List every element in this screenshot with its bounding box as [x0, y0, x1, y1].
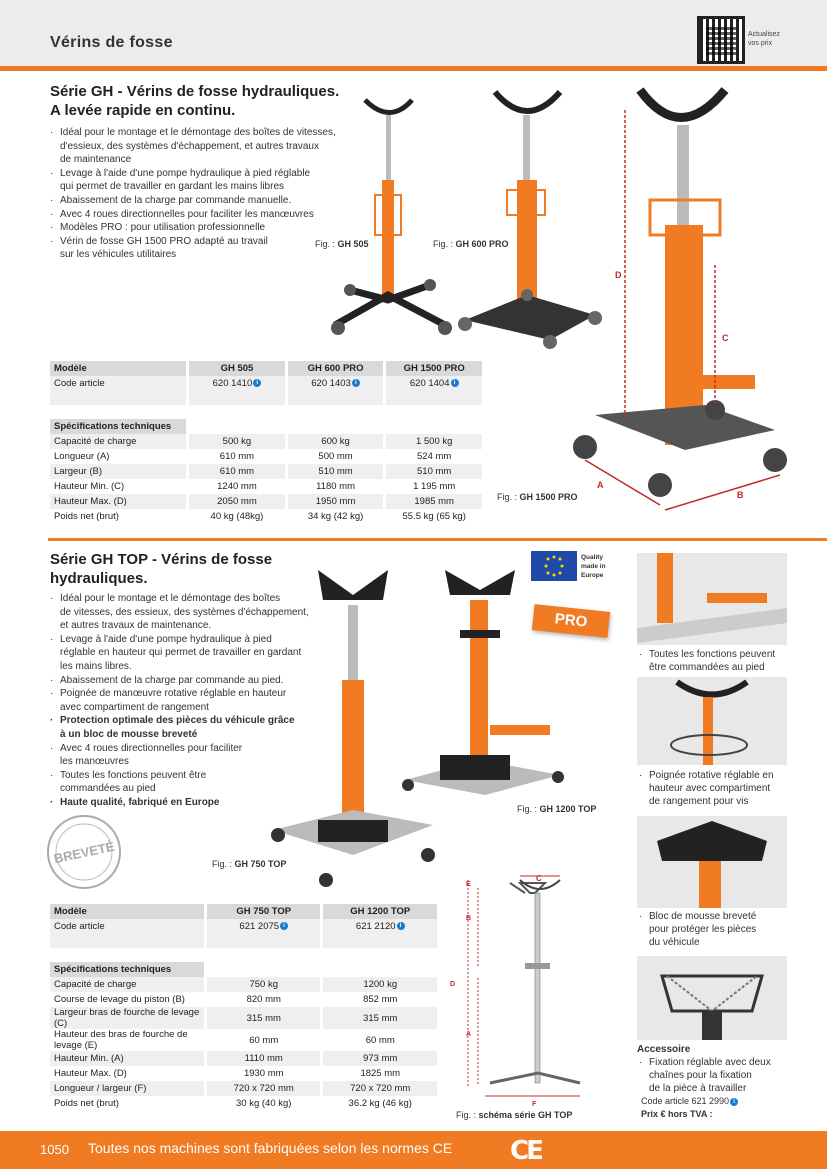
bullet-item: · Avec 4 roues directionnelles pour faciliter les manœuvres: [48, 742, 338, 769]
table-cell: 1825 mm: [322, 1066, 439, 1081]
section1-title: [50, 82, 339, 120]
table-row: [50, 479, 484, 494]
table-cell: 524 mm: [385, 449, 484, 464]
spec-table-gh-top: [50, 904, 440, 1111]
info-icon: i: [397, 922, 405, 930]
bullet-item: · Toutes les fonctions peuvent être commandées au pied: [48, 769, 338, 796]
table-head-cell: GH 600 PRO: [286, 361, 385, 376]
photo-foot-controls: [637, 553, 787, 645]
schema-label-c: C: [536, 874, 542, 883]
table-blank-row: [50, 934, 439, 948]
bullet-item: · Idéal pour le montage et le démontage des boîtes de vitesses, d'essieux, des systèmes d'échappement, et autres travaux de maintenance: [48, 126, 368, 167]
table-subheader-cell: Spécifications techniques: [50, 962, 206, 977]
table-cell: 510 mm: [286, 464, 385, 479]
photo-rotating-handle: [637, 677, 787, 765]
pro-badge: PRO: [532, 604, 610, 638]
section1-title-line1: Série GH - Vérins de fosse hydrauliques.: [50, 83, 340, 100]
table-cell: 2050 mm: [188, 494, 287, 509]
table-cell: 600 kg: [286, 434, 385, 449]
table-head-cell: GH 1200 TOP: [322, 904, 439, 919]
fig-gh600-caption: Fig. : GH 600 PRO: [433, 239, 509, 249]
spec-table-gh: [50, 361, 485, 524]
table-row: [50, 1007, 439, 1029]
table-cell: Hauteur Max. (D): [50, 1066, 206, 1081]
fig-gh1200-caption: Fig. : GH 1200 TOP: [517, 804, 597, 814]
section2-title: [50, 550, 272, 588]
qr-label-line: vos prix: [748, 40, 773, 47]
table-cell: Hauteur des bras de fourche de levage (E): [50, 1029, 206, 1051]
table-cell: 720 x 720 mm: [206, 1081, 322, 1096]
table-cell: 1930 mm: [206, 1066, 322, 1081]
table-cell: 1110 mm: [206, 1051, 322, 1066]
table-row: [50, 992, 439, 1007]
bullet-item: · Abaissement de la charge par commande au pied.: [48, 674, 338, 688]
table-cell: 820 mm: [206, 992, 322, 1007]
table-cell: 610 mm: [188, 449, 287, 464]
table-cell: 621 2120 i: [322, 919, 439, 934]
table-row: [50, 1051, 439, 1066]
table-row: [50, 464, 484, 479]
table-cell: 1200 kg: [322, 977, 439, 992]
table-head-cell: Modèle: [50, 361, 188, 376]
table-cell: 610 mm: [188, 464, 287, 479]
page-title: Vérins de fosse: [50, 34, 173, 51]
table-cell: 315 mm: [322, 1007, 439, 1029]
section2-title-line1: Série GH TOP - Vérins de fosse: [50, 551, 273, 568]
eu-quality-label: Quality made in Europe: [581, 554, 606, 579]
dim-label-a: A: [597, 480, 604, 490]
table-cell: Capacité de charge: [50, 977, 206, 992]
table-row: [50, 449, 484, 464]
table-head-cell: GH 505: [188, 361, 287, 376]
info-icon: i: [451, 379, 459, 387]
table-cell: 1 195 mm: [385, 479, 484, 494]
table-row: [50, 434, 484, 449]
table-cell: 315 mm: [206, 1007, 322, 1029]
table-cell: Largeur bras de fourche de levage (C): [50, 1007, 206, 1029]
table-cell: Hauteur Min. (A): [50, 1051, 206, 1066]
table-row: [50, 977, 439, 992]
page-number: 1050: [40, 1142, 69, 1157]
table-cell: Hauteur Min. (C): [50, 479, 188, 494]
table-cell: 852 mm: [322, 992, 439, 1007]
table-cell: Largeur (B): [50, 464, 188, 479]
schema-label-d: D: [450, 981, 456, 988]
gh750-image: [268, 555, 443, 895]
table-row: [50, 1081, 439, 1096]
table-row: [50, 494, 484, 509]
info-icon: i: [253, 379, 261, 387]
bullet-item: · Idéal pour le montage et le démontage des boîtes de vitesses, des essieux, des systèmes d'échappement, et autres travaux de maintenance.: [48, 592, 338, 633]
table-cell: 1180 mm: [286, 479, 385, 494]
table-cell: 60 mm: [206, 1029, 322, 1051]
bullet-item: · Modèles PRO : pour utilisation professionnelle: [48, 221, 368, 235]
table-cell: 620 1410 i: [188, 376, 287, 391]
table-row: [50, 1096, 439, 1111]
table-cell: 1 500 kg: [385, 434, 484, 449]
qr-label: [748, 30, 780, 48]
table-row: [50, 509, 484, 524]
table-subheader-cell: Spécifications techniques: [50, 419, 188, 434]
fig-gh505-caption: Fig. : GH 505: [315, 239, 369, 249]
table-cell: Hauteur Max. (D): [50, 494, 188, 509]
table-cell: 1240 mm: [188, 479, 287, 494]
table-row: [50, 1066, 439, 1081]
qr-label-line: Actualisez: [748, 31, 780, 38]
photo-chain-fixture: [637, 956, 787, 1040]
table-cell: 621 2075 i: [206, 919, 322, 934]
table-header-row: [50, 904, 439, 919]
table-cell: 30 kg (40 kg): [206, 1096, 322, 1111]
table-cell: 500 kg: [188, 434, 287, 449]
schema-image: [450, 868, 590, 1108]
table-cell: 36.2 kg (46 kg): [322, 1096, 439, 1111]
dim-label-c: C: [722, 333, 729, 343]
bullet-item: · Vérin de fosse GH 1500 PRO adapté au travail sur les véhicules utilitaires: [48, 235, 368, 262]
info-icon: i: [352, 379, 360, 387]
section2-title-line2: hydrauliques.: [50, 570, 148, 587]
bullet-item: · Avec 4 roues directionnelles pour faciliter les manœuvres: [48, 208, 368, 222]
schema-label-a: A: [466, 1031, 472, 1038]
section-separator: [48, 538, 827, 541]
accessory-title: Accessoire: [637, 1044, 691, 1055]
table-row: [50, 376, 484, 391]
info-icon: i: [730, 1098, 738, 1106]
bullet-item: · Protection optimale des pièces du véhicule grâce à un bloc de mousse breveté: [48, 714, 338, 741]
table-cell: 620 1404 i: [385, 376, 484, 391]
dim-label-d: D: [615, 270, 622, 280]
patent-stamp-icon: [44, 812, 124, 892]
dim-label-b: B: [737, 490, 744, 500]
table-cell: 510 mm: [385, 464, 484, 479]
table-row: [50, 1029, 439, 1051]
table-cell: 60 mm: [322, 1029, 439, 1051]
table-subheader-row: [50, 962, 439, 977]
table-cell: 500 mm: [286, 449, 385, 464]
table-blank-row: [50, 391, 484, 405]
table-subheader-row: [50, 419, 484, 434]
table-head-cell: GH 1500 PRO: [385, 361, 484, 376]
schema-label-e: E: [466, 881, 471, 888]
info-icon: i: [280, 922, 288, 930]
schema-label-b: B: [466, 915, 472, 922]
table-cell: Longueur (A): [50, 449, 188, 464]
fig-gh750-caption: Fig. : GH 750 TOP: [212, 859, 287, 869]
table-cell: 750 kg: [206, 977, 322, 992]
table-cell: 40 kg (48kg): [188, 509, 287, 524]
fig-gh1500-caption: Fig. : GH 1500 PRO: [497, 492, 578, 502]
bullet-item: · Abaissement de la charge par commande manuelle.: [48, 194, 368, 208]
gh505-image: [320, 85, 465, 340]
accessory-block: Accessoire · Fixation réglable avec deux chaînes pour la fixation de la pièce à travailler Code article 621 2990 i Prix € hors TVA :: [637, 1043, 812, 1121]
table-row: [50, 919, 439, 934]
table-cell: Course de levage du piston (B): [50, 992, 206, 1007]
caption-rotating-handle: · Poignée rotative réglable en hauteur avec compartiment de rangement pour vis: [639, 770, 774, 807]
footer-text: Toutes nos machines sont fabriquées selon les normes CE: [88, 1140, 453, 1156]
table-cell: Longueur / largeur (F): [50, 1081, 206, 1096]
table-cell: 55.5 kg (65 kg): [385, 509, 484, 524]
table-cell: 973 mm: [322, 1051, 439, 1066]
qr-code-icon[interactable]: [697, 16, 745, 64]
bullet-item: · Haute qualité, fabriqué en Europe: [48, 796, 338, 810]
table-cell: 1950 mm: [286, 494, 385, 509]
table-head-cell: GH 750 TOP: [206, 904, 322, 919]
table-blank-row: [50, 948, 439, 962]
table-cell: 720 x 720 mm: [322, 1081, 439, 1096]
bullet-item: · Levage à l'aide d'une pompe hydraulique à pied réglable en hauteur qui permet de travailler en gardant les mains libres.: [48, 633, 338, 674]
table-cell: Code article: [50, 919, 206, 934]
bullet-item: · Poignée de manœuvre rotative réglable en hauteur avec compartiment de rangement: [48, 687, 338, 714]
table-cell: Capacité de charge: [50, 434, 188, 449]
table-cell: Poids net (brut): [50, 1096, 206, 1111]
stamp-text: BREVETÉ: [52, 838, 116, 867]
fig-schema-caption: Fig. : schéma série GH TOP: [456, 1110, 573, 1120]
caption-foot-controls: · Toutes les fonctions peuvent être commandées au pied: [639, 649, 776, 673]
table-cell: Poids net (brut): [50, 509, 188, 524]
gh1500-image: [565, 75, 805, 515]
table-cell: 1985 mm: [385, 494, 484, 509]
table-cell: 34 kg (42 kg): [286, 509, 385, 524]
price-label: Prix € hors TVA :: [641, 1109, 713, 1119]
accessory-code: Code article 621 2990: [641, 1096, 730, 1106]
schema-label-f: F: [532, 1101, 537, 1108]
table-cell: Code article: [50, 376, 188, 391]
table-head-cell: Modèle: [50, 904, 206, 919]
header-accent-line: [0, 66, 827, 71]
photo-foam-block: [637, 816, 787, 908]
ce-mark-icon: CE: [510, 1136, 541, 1166]
table-blank-row: [50, 405, 484, 419]
section1-title-line2: A levée rapide en continu.: [50, 102, 236, 119]
table-header-row: [50, 361, 484, 376]
table-cell: 620 1403 i: [286, 376, 385, 391]
bullet-item: · Levage à l'aide d'une pompe hydraulique à pied réglable qui permet de travailler en gardant les mains libres: [48, 167, 368, 194]
caption-foam-block: · Bloc de mousse breveté pour protéger les pièces du véhicule: [639, 911, 757, 948]
